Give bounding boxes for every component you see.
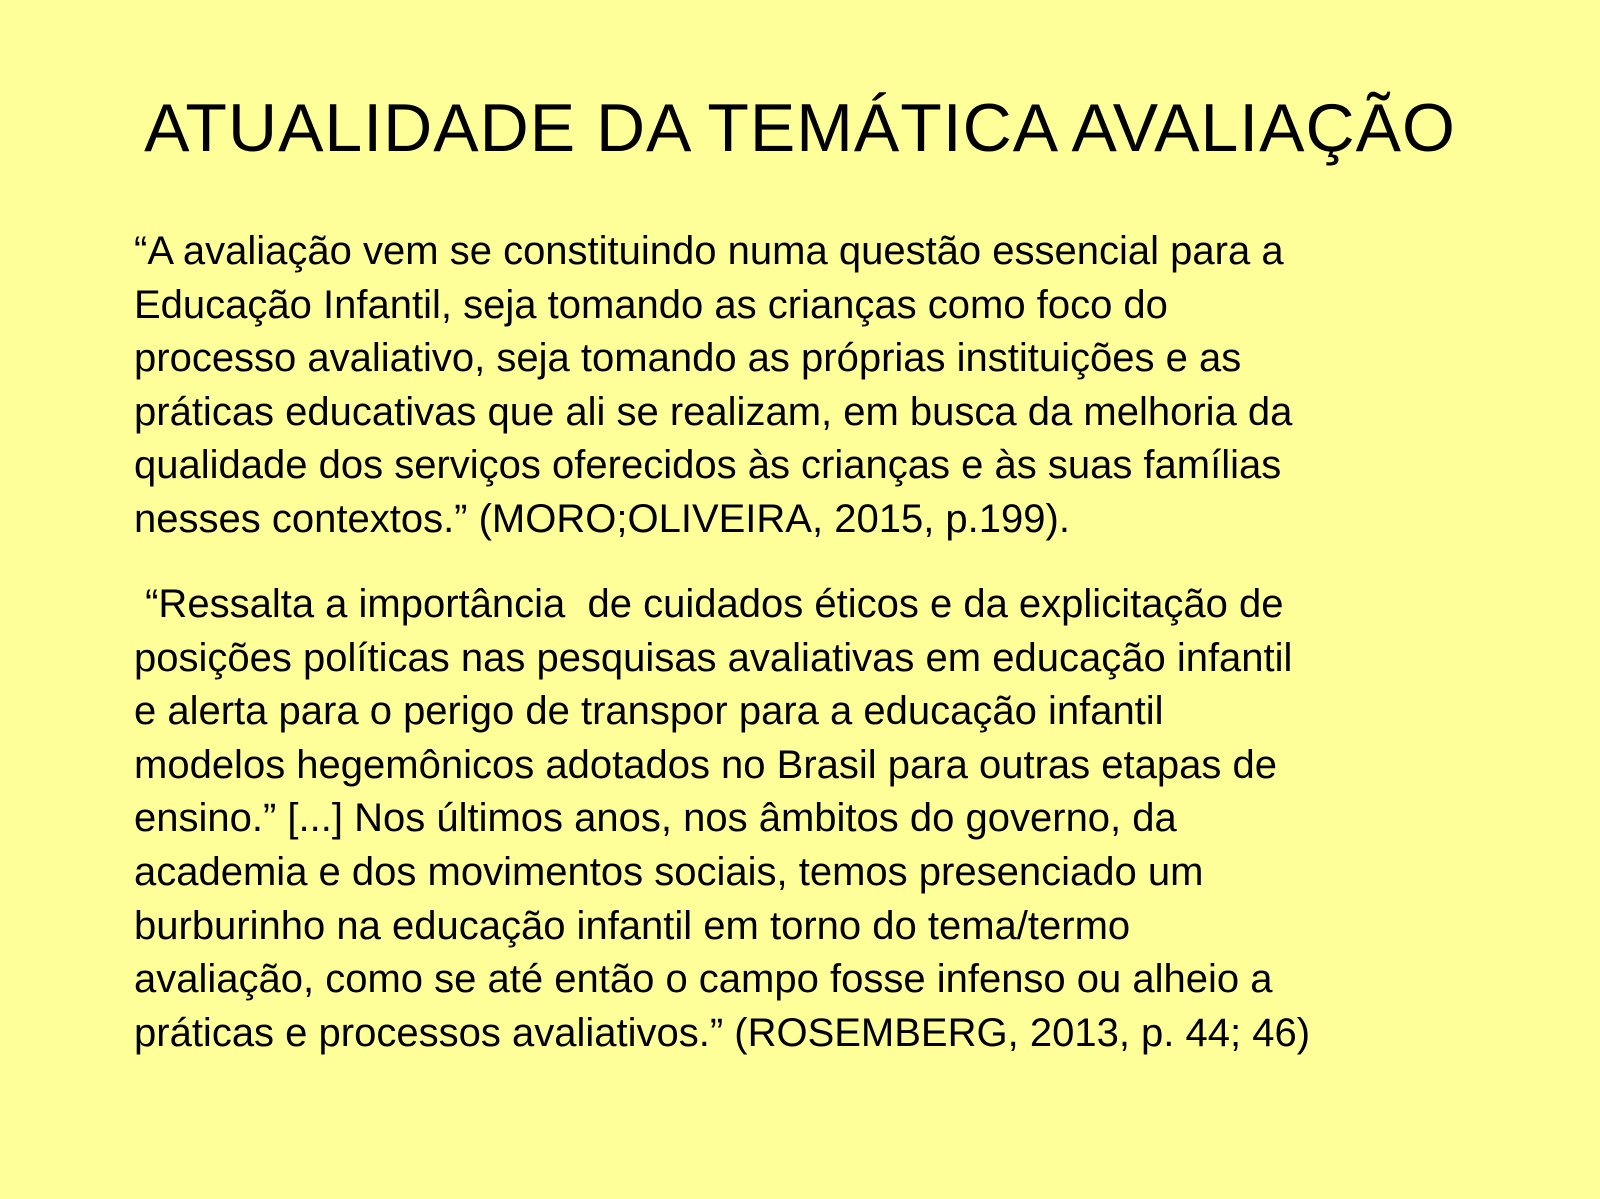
quote-line: modelos hegemônicos adotados no Brasil para outras etapas de [134,742,1277,787]
quote-line: “A avaliação vem se constituindo numa questão essencial para a [134,229,1284,273]
quote-line: práticas educativas que ali se realizam, em busca da melhoria da [134,389,1293,434]
quote-line: processo avaliativo, seja tomando as próprias instituições e as [134,336,1242,381]
quote-line: burburinho na educação infantil em torno do tema/termo [134,903,1131,948]
quote-line: práticas e processos avaliativos.” (ROSEMBERG, 2013, p. 44; 46) [134,1010,1311,1055]
quote-line: academia e dos movimentos sociais, temos presenciado um [134,849,1204,894]
quote-moro-oliveira [134,225,1554,547]
quote-line: nesses contextos.” (MORO;OLIVEIRA, 2015, p.199). [134,496,1070,541]
quote-line: “Ressalta a importância de cuidados éticos e da explicitação de [134,582,1284,626]
quote-rosemberg [134,578,1554,1060]
quote-line: ensino.” [...] Nos últimos anos, nos âmbitos do governo, da [134,796,1177,841]
quote-line: e alerta para o perigo de transpor para a educação infantil [134,689,1164,734]
slide-title: ATUALIDADE DA TEMÁTICA AVALIAÇÃO [144,90,1456,166]
quote-line: posições políticas nas pesquisas avaliativas em educação infantil [134,635,1293,680]
quote-line: avaliação, como se até então o campo fosse infenso ou alheio a [134,957,1273,1002]
quote-line: qualidade dos serviços oferecidos às crianças e às suas famílias [134,443,1282,488]
quote-line: Educação Infantil, seja tomando as crianças como foco do [134,282,1168,327]
